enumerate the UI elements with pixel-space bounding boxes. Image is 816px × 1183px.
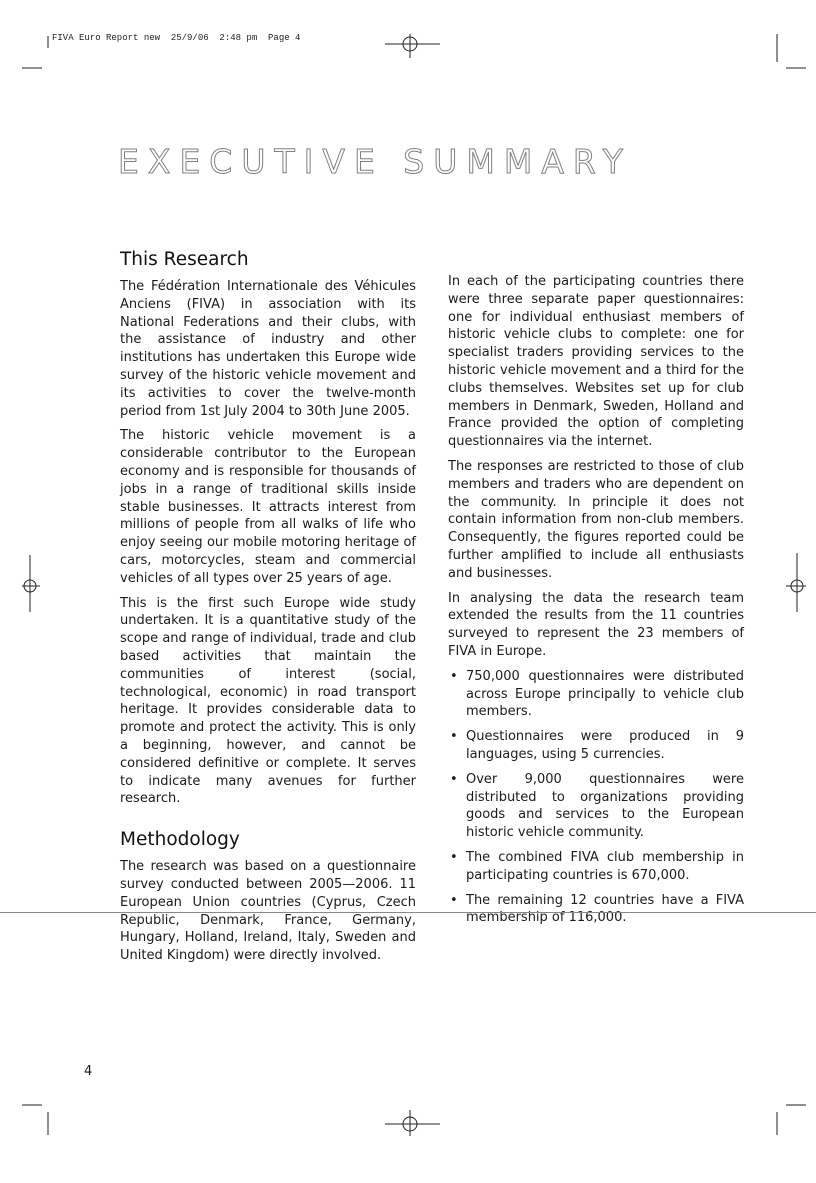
page-number: 4: [84, 1064, 93, 1079]
registration-mark-right: [786, 553, 806, 612]
key-facts-list: [448, 668, 744, 927]
right-column: [448, 273, 744, 934]
page-headline: EXECUTIVE SUMMARY: [118, 142, 632, 181]
list-item: • The combined FIVA club membership in participating countries is 670,000.: [448, 849, 744, 885]
right-paragraph-1: In each of the participating countries there were three separate paper questionnaires: one for individual enthusiast members of historic vehicle clubs to complete: one for specialist traders providing services to the historic vehicle movement and a third for the clubs themselves. Websites set up for club members in Denmark, Sweden, Holland and France provided the option of completing questionnaires via the internet.: [448, 274, 744, 450]
research-paragraph-2: The historic vehicle movement is a considerable contributor to the European economy and is responsible for thousands of jobs in a range of traditional skills inside stable businesses. It attracts interest from millions of people from all walks of life who enjoy seeing our mobile motoring heritage of cars, motorcycles, steam and commercial vehicles of all types over 25 years of age.: [120, 428, 416, 586]
horizontal-rule: [0, 912, 816, 913]
left-column: [120, 248, 416, 972]
heading-methodology: Methodology: [120, 829, 240, 851]
heading-this-research: This Research: [120, 249, 249, 270]
research-paragraph-1: The Fédération Internationale des Véhicules Anciens (FIVA) in association with its National Federations and their clubs, with the assistance of industry and other institutions has undertaken this Europe wide survey of the historic vehicle movement and its activities to cover the twelve-month period from 1st July 2004 to 30th June 2005.: [120, 279, 416, 419]
right-paragraph-3: In analysing the data the research team extended the results from the 11 countries surveyed to represent the 23 members of FIVA in Europe.: [448, 590, 744, 659]
list-item: • The remaining 12 countries have a FIVA membership of 116,000.: [448, 892, 744, 928]
registration-mark-top: [385, 34, 440, 58]
print-slug-line: FIVA Euro Report new 25/9/06 2:48 pm Page 4: [52, 33, 301, 43]
registration-mark-left: [22, 555, 40, 612]
list-item: • Over 9,000 questionnaires were distributed to organizations providing goods and services to the European historic vehicle community.: [448, 771, 744, 842]
list-item: • Questionnaires were produced in 9 languages, using 5 currencies.: [448, 728, 744, 764]
list-item: • 750,000 questionnaires were distributed across Europe principally to vehicle club members.: [448, 668, 744, 721]
registration-mark-bottom: [385, 1110, 440, 1136]
methodology-paragraph-1: The research was based on a questionnaire survey conducted between 2005—2006. 11 European Union countries (Cyprus, Czech Republic, Denmark, France, Germany, Hungary, Holland, Ireland, Italy, Sweden and United Kingdom) were directly involved.: [120, 859, 416, 964]
right-paragraph-2: The responses are restricted to those of club members and traders who are dependent on the community. In principle it does not contain information from non-club members. Consequently, the figures reported could be further amplified to include all enthusiasts and businesses.: [448, 458, 744, 581]
research-paragraph-3: This is the first such Europe wide study undertaken. It is a quantitative study of the scope and range of individual, trade and club based activities that maintain the communities of interest (social, technological, economic) in road transport heritage. It provides considerable data to promote and protect the activity. This is only a beginning, however, and cannot be considered definitive or complete. It serves to indicate many avenues for further research.: [120, 595, 416, 807]
